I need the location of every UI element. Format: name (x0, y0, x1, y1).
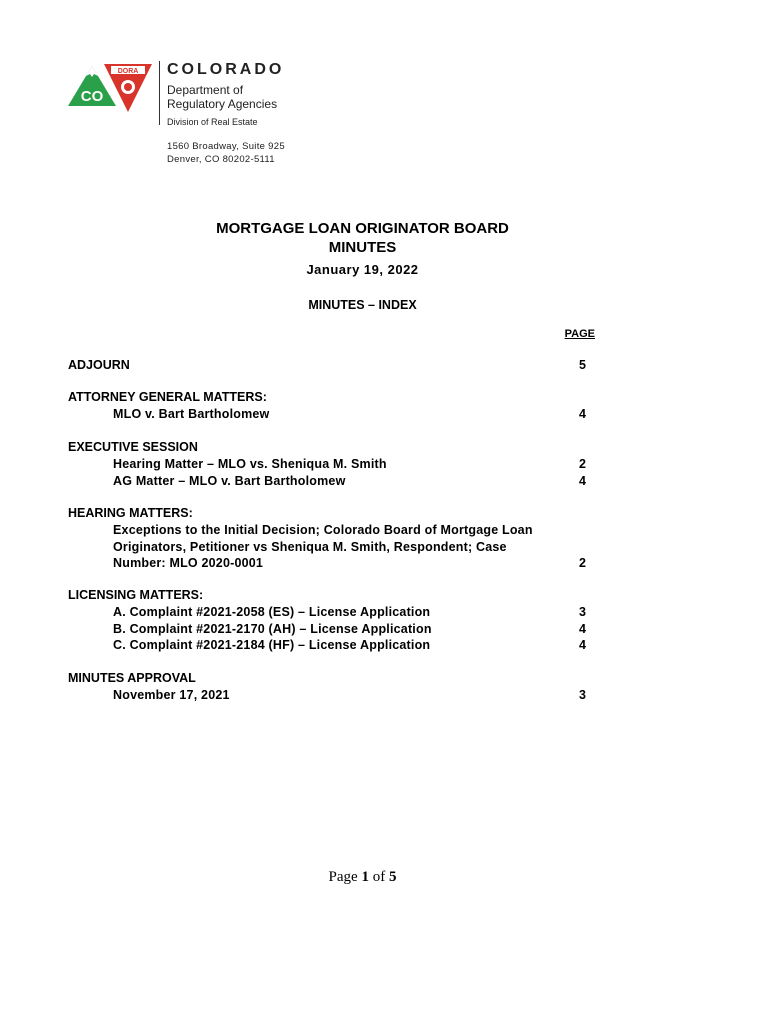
licensing-item-a: A. Complaint #2021-2058 (ES) – License Application (113, 605, 431, 619)
executive-item-2-page: 4 (579, 474, 586, 488)
executive-item-1: Hearing Matter – MLO vs. Sheniqua M. Smith (113, 457, 387, 471)
hearing-page: 2 (579, 556, 586, 570)
division-name: Division of Real Estate (167, 117, 258, 127)
department-line1: Department of (167, 83, 244, 97)
licensing-item-c: C. Complaint #2021-2184 (HF) – License Application (113, 638, 431, 652)
footer-total-pages: 5 (388, 869, 397, 885)
svg-text:CO: CO (80, 88, 104, 105)
hearing-heading: HEARING MATTERS: (68, 506, 193, 520)
attorney-item: MLO v. Bart Bartholomew (113, 407, 270, 421)
hearing-line-3: Number: MLO 2020-0001 (113, 556, 264, 570)
adjourn-heading: ADJOURN (68, 358, 130, 372)
executive-heading: EXECUTIVE SESSION (68, 440, 198, 454)
address-line2: Denver, CO 80202-5111 (167, 154, 275, 165)
document-title: MORTGAGE LOAN ORIGINATOR BOARD (216, 220, 509, 237)
document-subtitle: MINUTES (328, 239, 397, 256)
executive-item-2: AG Matter – MLO v. Bart Bartholomew (113, 474, 346, 488)
attorney-heading: ATTORNEY GENERAL MATTERS: (68, 390, 267, 404)
minutes-heading: MINUTES APPROVAL (68, 671, 196, 685)
hearing-line-2: Originators, Petitioner vs Sheniqua M. Smith, Respondent; Case (113, 540, 507, 554)
state-name: COLORADO (167, 61, 285, 78)
adjourn-page: 5 (579, 358, 586, 372)
minutes-item: November 17, 2021 (113, 688, 230, 702)
licensing-heading: LICENSING MATTERS: (68, 588, 204, 602)
svg-text:DORA: DORA (117, 68, 139, 75)
footer-prefix: Page (328, 869, 358, 885)
meeting-date: January 19, 2022 (306, 262, 419, 277)
footer-current-page: 1 (361, 869, 369, 885)
hearing-line-1: Exceptions to the Initial Decision; Colorado Board of Mortgage Loan (113, 523, 533, 537)
address-line1: 1560 Broadway, Suite 925 (167, 141, 285, 152)
minutes-item-page: 3 (579, 688, 586, 702)
attorney-item-page: 4 (579, 407, 586, 421)
page-footer (0, 869, 725, 886)
licensing-item-c-page: 4 (579, 638, 586, 652)
index-heading: MINUTES – INDEX (308, 298, 417, 312)
executive-item-1-page: 2 (579, 457, 586, 471)
letterhead-divider (159, 61, 160, 125)
footer-of: of (372, 869, 386, 885)
department-line2: Regulatory Agencies (167, 97, 278, 111)
licensing-item-b: B. Complaint #2021-2170 (AH) – License Application (113, 622, 432, 636)
licensing-item-b-page: 4 (579, 622, 586, 636)
dora-logo (66, 60, 160, 122)
licensing-item-a-page: 3 (579, 605, 586, 619)
page-column-header: PAGE (564, 328, 595, 340)
